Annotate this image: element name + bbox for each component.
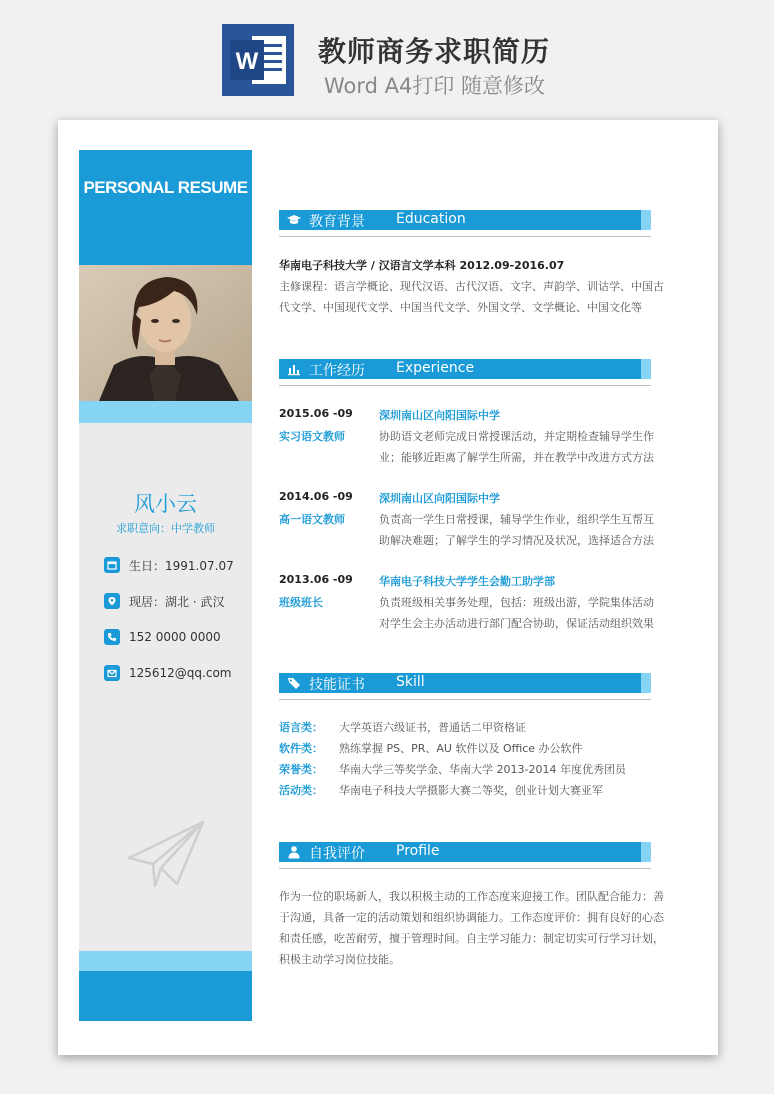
sidebar-accent-band <box>79 401 252 423</box>
experience-desc-2a: 负责高一学生日常授课，辅导学生作业，组织学生互帮互 <box>379 513 654 526</box>
contact-birthday: 生日：1991.07.07 <box>104 555 234 575</box>
profile-line-1: 作为一位的职场新人，我以积极主动的工作态度来迎接工作。团队配合能力：善 <box>279 890 664 903</box>
location-icon <box>104 593 120 609</box>
word-logo-icon <box>222 24 294 96</box>
bar-chart-icon <box>287 362 301 376</box>
sidebar-header-band <box>79 150 252 268</box>
contact-location: 现居：湖北 · 武汉 <box>104 591 224 611</box>
experience-date-3: 2013.06 -09 <box>279 573 353 586</box>
profile-line-4: 积极主动学习岗位技能。 <box>279 953 400 966</box>
experience-role-3: 班级班长 <box>279 596 323 609</box>
skill-label-1: 语言类： <box>279 721 323 734</box>
contact-phone: 152 0000 0000 <box>104 627 221 647</box>
experience-date-1: 2015.06 -09 <box>279 407 353 420</box>
skill-text-3: 华南大学三等奖学金、华南大学 2013-2014 年度优秀团员 <box>339 763 626 776</box>
sidebar-bottom-accent <box>79 951 252 971</box>
profile-line-3: 和责任感，吃苦耐劳，擅于管理时间。自主学习能力：制定切实可行学习计划， <box>279 932 664 945</box>
experience-desc-1b: 业；能够近距离了解学生所需，并在教学中改进方式方法 <box>379 451 654 464</box>
sidebar-footer-band <box>79 971 252 1021</box>
skill-text-2: 熟练掌握 PS、PR、AU 软件以及 Office 办公软件 <box>339 742 583 755</box>
tag-icon <box>287 676 301 690</box>
skill-label-2: 软件类： <box>279 742 323 755</box>
experience-company-3: 华南电子科技大学学生会勤工助学部 <box>379 575 555 588</box>
phone-icon <box>104 629 120 645</box>
experience-role-2: 高一语文教师 <box>279 513 345 526</box>
skill-label-3: 荣誉类： <box>279 763 323 776</box>
candidate-name: 风小云 <box>134 492 197 516</box>
skill-text-1: 大学英语六级证书，普通话二甲资格证 <box>339 721 526 734</box>
experience-company-1: 深圳南山区向阳国际中学 <box>379 409 500 422</box>
education-courses-line2: 代文学、中国现代文学、中国当代文学、外国文学、文学概论、中国文化等 <box>279 301 642 314</box>
word-logo-letter: W <box>235 48 259 75</box>
paper-plane-icon <box>127 818 207 893</box>
experience-role-1: 实习语文教师 <box>279 430 345 443</box>
experience-desc-2b: 助解决难题；了解学生的学习情况及状况，选择适合方法 <box>379 534 654 547</box>
section-skill-header: 技能证书 Skill <box>279 673 651 693</box>
sidebar <box>79 150 252 1021</box>
profile-photo <box>79 265 252 401</box>
section-experience-header: 工作经历 Experience <box>279 359 651 379</box>
page-title: 教师商务求职简历 <box>318 35 551 68</box>
experience-date-2: 2014.06 -09 <box>279 490 353 503</box>
skill-label-4: 活动类： <box>279 784 323 797</box>
experience-company-2: 深圳南山区向阳国际中学 <box>379 492 500 505</box>
person-icon <box>287 845 301 859</box>
experience-desc-1a: 协助语文老师完成日常授课活动，并定期检查辅导学生作 <box>379 430 654 443</box>
job-intent: 求职意向：中学教师 <box>116 522 215 535</box>
skill-text-4: 华南电子科技大学摄影大赛二等奖，创业计划大赛亚军 <box>339 784 603 797</box>
mail-icon <box>104 665 120 681</box>
contact-email: 125612@qq.com <box>104 663 232 683</box>
section-profile-header: 自我评价 Profile <box>279 842 651 862</box>
education-courses-line1: 主修课程：语言学概论、现代汉语、古代汉语、文字、声韵学、训诂学、中国古 <box>279 280 664 293</box>
section-education-header: 教育背景 Education <box>279 210 651 230</box>
education-school: 华南电子科技大学 / 汉语言文学本科 2012.09-2016.07 <box>279 259 565 272</box>
page-subtitle: Word A4打印 随意修改 <box>324 74 546 98</box>
graduation-cap-icon <box>287 213 301 227</box>
profile-line-2: 于沟通，具备一定的活动策划和组织协调能力。工作态度评价：拥有良好的心态 <box>279 911 664 924</box>
calendar-icon <box>104 557 120 573</box>
experience-desc-3a: 负责班级相关事务处理，包括：班级出游，学院集体活动 <box>379 596 654 609</box>
resume-page <box>58 120 718 1055</box>
resume-label: PERSONAL RESUME <box>83 178 248 197</box>
experience-desc-3b: 对学生会主办活动进行部门配合协助，保证活动组织效果 <box>379 617 654 630</box>
